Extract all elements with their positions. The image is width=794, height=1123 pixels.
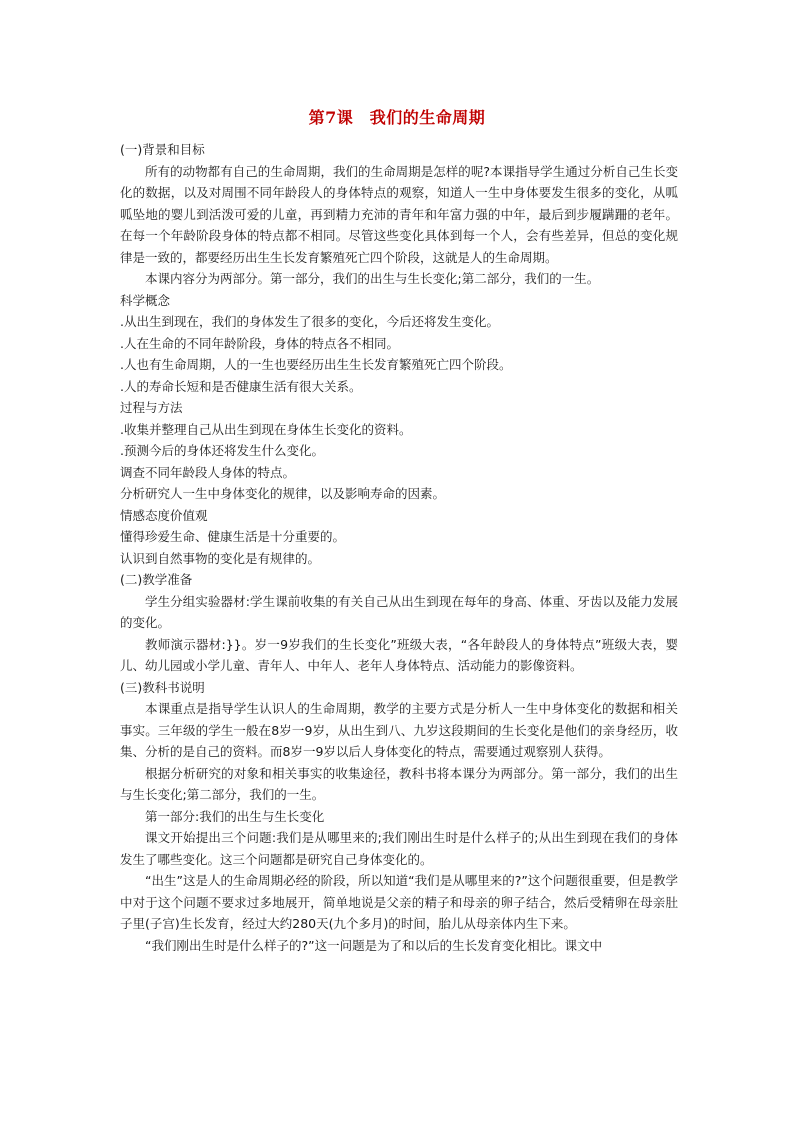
paragraph: .预测今后的身体还将发生什么变化。 bbox=[120, 443, 324, 458]
paragraph: 分析研究人一生中身体变化的规律，以及影响寿命的因素。 bbox=[120, 486, 446, 501]
paragraph: 课文开始提出三个问题:我们是从哪里来的;我们刚出生时是什么样子的;从出生到现在我们的身体发生了哪些变化。这三个问题都是研究自己身体变化的。 bbox=[120, 830, 678, 867]
paragraph: 所有的动物都有自己的生命周期，我们的生命周期是怎样的呢?本课指导学生通过分析自己生长变化的数据，以及对周围不同年龄段人的身体特点的观察，知道人一生中身体要发生很多的变化，从呱呱坠地的婴儿到活泼可爱的儿童，再到精力充沛的青年和年富力强的中年，最后到步履蹒跚的老年。在每一个年龄阶段身体的特点都不相同。尽管这些变化具体到每一个人，会有些差异，但总的变化规律是一致的，都要经历出生生长发育繁殖死亡四个阶段，这就是人的生命周期。 bbox=[120, 163, 678, 265]
paragraph: 学生分组实验器材:学生课前收集的有关自己从出生到现在每年的身高、体重、牙齿以及能力发展的变化。 bbox=[120, 593, 678, 630]
paragraph: 教师演示器材:}}。岁一9岁我们的生长变化”班级大表，“各年龄段人的身体特点”班级大表，婴儿、幼儿园或小学儿童、青年人、中年人、老年人身体特点、活动能力的影像资料。 bbox=[120, 636, 678, 673]
paragraph: “出生”这是人的生命周期必经的阶段，所以知道“我们是从哪里来的?”这个问题很重要，但是教学中对于这个问题不要求过多地展开，简单地说是父亲的精子和母亲的卵子结合，然后受精卵在母亲肚子里(子宫)生长发育，经过大约280天(九个多月)的时间，胎儿从母亲体内生下来。 bbox=[120, 873, 678, 931]
document-body bbox=[120, 139, 678, 956]
paragraph: (三)教科书说明 bbox=[120, 679, 205, 695]
paragraph: 根据分析研究的对象和相关事实的收集途径，教科书将本课分为两部分。第一部分，我们的出生与生长变化;第二部分，我们的一生。 bbox=[120, 765, 678, 802]
page-title: 第7课 我们的生命周期 bbox=[308, 108, 486, 127]
paragraph: (一)背景和目标 bbox=[120, 142, 205, 157]
paragraph: 认识到自然事物的变化是有规律的。 bbox=[120, 550, 321, 566]
paragraph: 第一部分:我们的出生与生长变化 bbox=[145, 808, 325, 824]
paragraph: .人在生命的不同年龄阶段，身体的特点各不相同。 bbox=[120, 335, 399, 351]
paragraph: .人的寿命长短和是否健康生活有很大关系。 bbox=[120, 378, 362, 394]
paragraph: 本课重点是指导学生认识人的生命周期，教学的主要方式是分析人一生中身体变化的数据和相关事实。三年级的学生一般在8岁一9岁，从出生到八、九岁这段期间的生长变化是他们的亲身经历，收集、分析的是自己的资料。而8岁一9岁以后人身体变化的特点，需要通过观察别人获得。 bbox=[120, 701, 678, 759]
paragraph: .收集并整理自己从出生到现在身体生长变化的资料。 bbox=[120, 421, 412, 437]
paragraph: 本课内容分为两部分。第一部分，我们的出生与生长变化;第二部分，我们的一生。 bbox=[145, 271, 600, 286]
paragraph: 科学概念 bbox=[120, 292, 171, 308]
paragraph: .人也有生命周期，人的一生也要经历出生生长发育繁殖死亡四个阶段。 bbox=[120, 357, 512, 372]
paragraph: “我们刚出生时是什么样子的?”这一问题是为了和以后的生长发育变化相比。课文中 bbox=[145, 937, 603, 953]
paragraph: 调查不同年龄段人身体的特点。 bbox=[120, 464, 296, 480]
paragraph: 过程与方法 bbox=[120, 400, 183, 415]
paragraph: 懂得珍爱生命、健康生活是十分重要的。 bbox=[120, 529, 346, 544]
paragraph: (二)教学准备 bbox=[120, 572, 193, 587]
paragraph: .从出生到现在，我们的身体发生了很多的变化，今后还将发生变化。 bbox=[120, 314, 499, 329]
paragraph: 情感态度价值观 bbox=[120, 507, 208, 523]
